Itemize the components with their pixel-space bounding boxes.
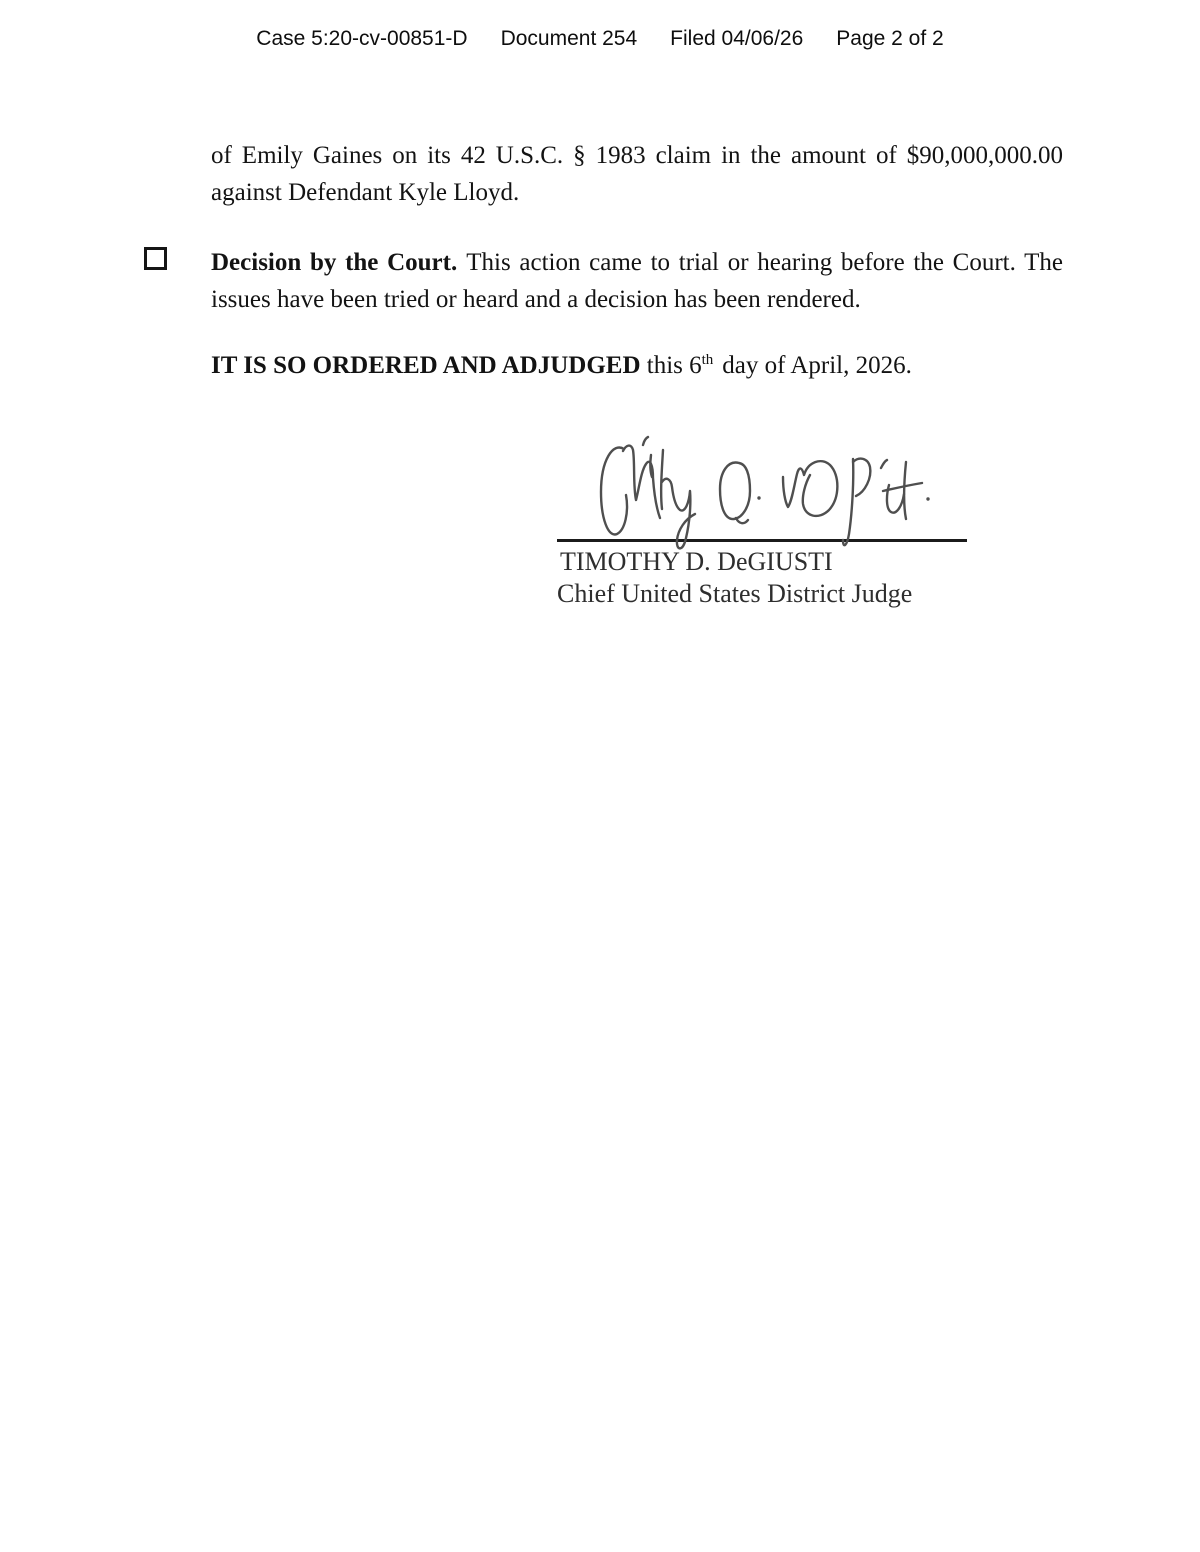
judge-signature-image [553, 422, 975, 570]
order-clause-tail: day of April, 2026. [722, 352, 912, 379]
judgment-paragraph-line2: against Defendant Kyle Lloyd. [211, 179, 520, 206]
judgment-paragraph [211, 137, 1063, 211]
decision-paragraph [211, 244, 1063, 318]
document-number: Document 254 [500, 27, 638, 50]
case-header [0, 27, 1200, 51]
ordinal-suffix: th [701, 352, 714, 368]
order-clause [211, 347, 1111, 384]
decision-paragraph-line2: issues have been tried or heard and a decision has been rendered. [211, 286, 861, 313]
case-number: Case 5:20-cv-00851-D [256, 27, 468, 50]
order-clause-date: this 6 [646, 352, 702, 379]
judge-title: Chief United States District Judge [557, 579, 913, 608]
decision-text: This action came to trial or hearing before the Court. The [466, 249, 1063, 276]
decision-paragraph-line1 [211, 244, 1063, 281]
order-clause-bold: IT IS SO ORDERED AND ADJUDGED [211, 352, 641, 379]
filed-date: Filed 04/06/26 [670, 27, 804, 50]
page-number: Page 2 of 2 [836, 27, 944, 50]
decision-checkbox[interactable] [144, 247, 167, 270]
decision-label: Decision by the Court. [211, 249, 458, 276]
judgment-paragraph-line1: of Emily Gaines on its 42 U.S.C. § 1983 claim in the amount of $90,000,000.00 [211, 142, 1063, 169]
judge-name: TIMOTHY D. DeGIUSTI [560, 547, 833, 576]
